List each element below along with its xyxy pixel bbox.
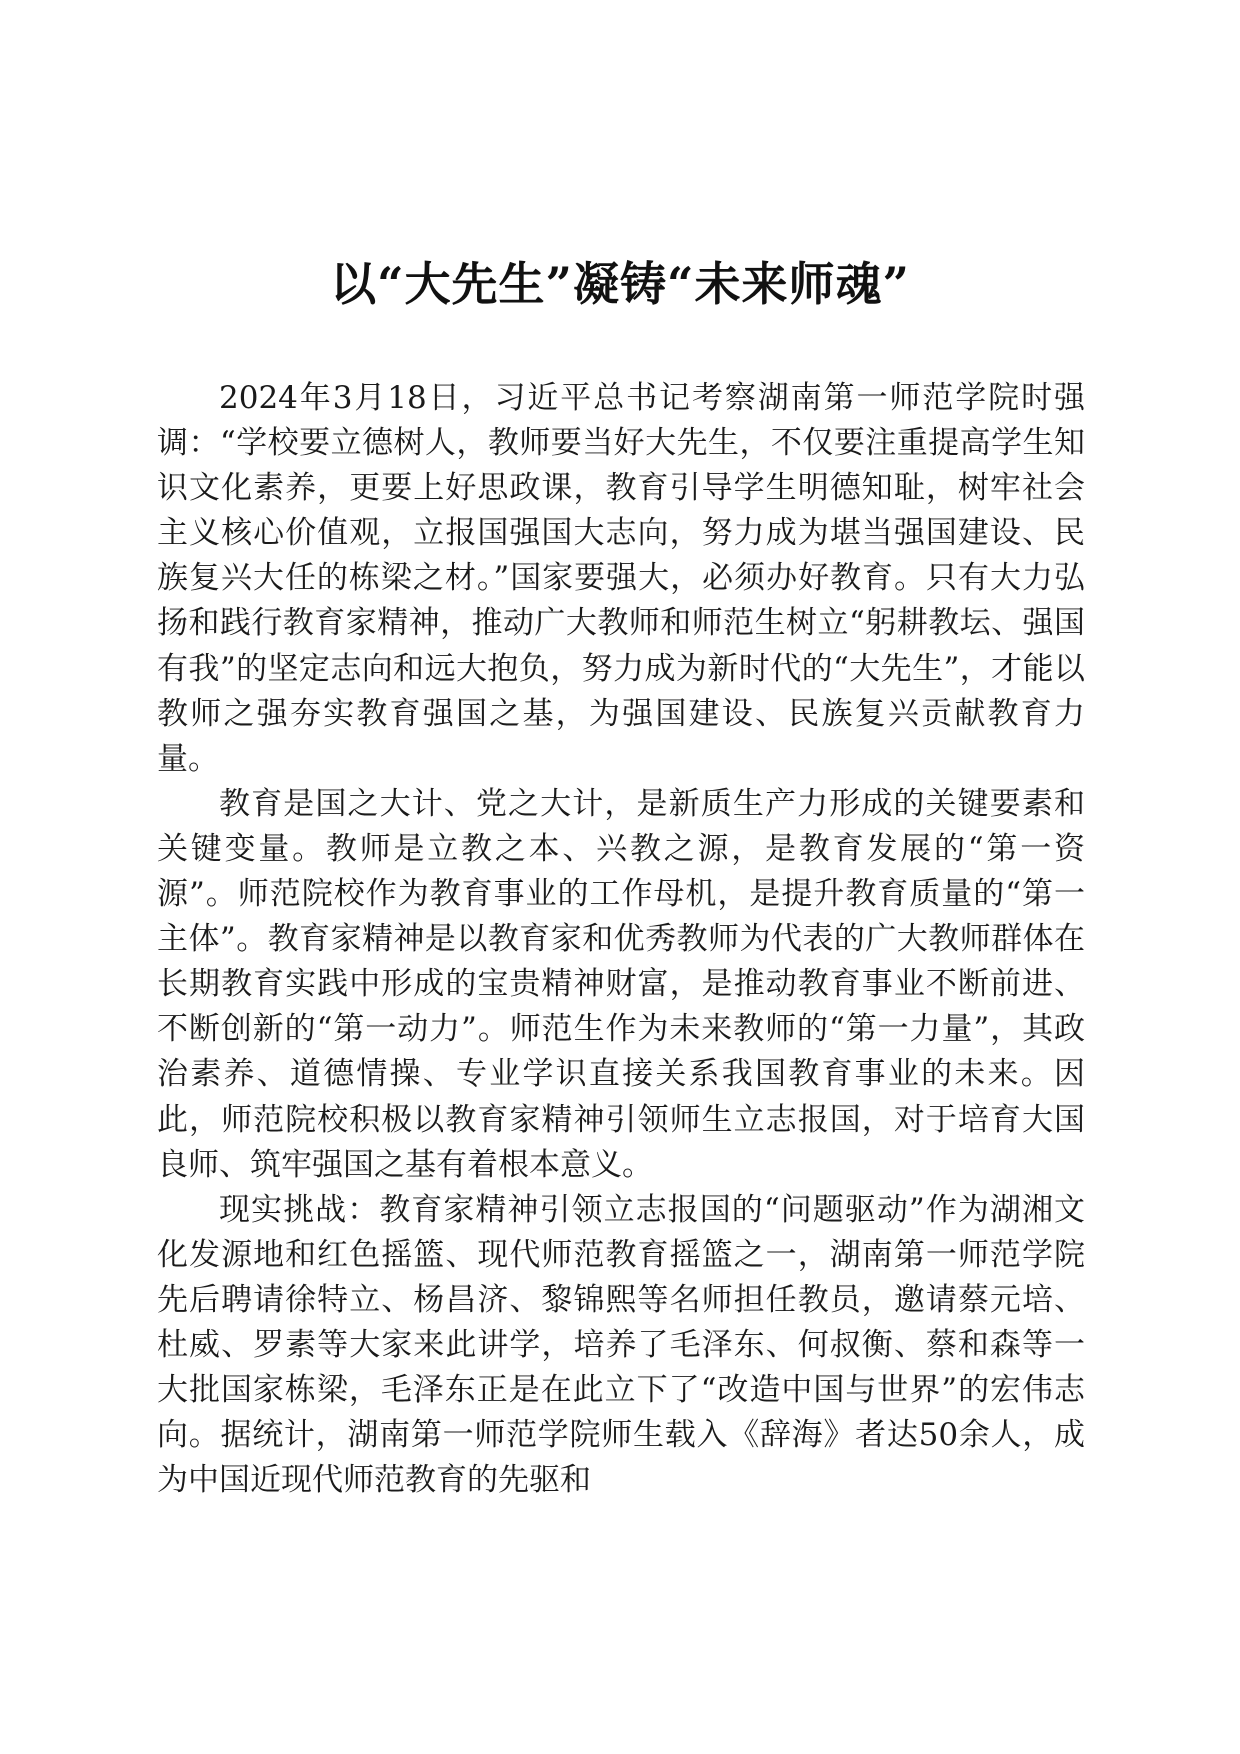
paragraph-3: 现实挑战：教育家精神引领立志报国的“问题驱动”作为湖湘文化发源地和红色摇篮、现代师范教育摇篮之一，湖南第一师范学院先后聘请徐特立、杨昌济、黎锦熙等名师担任教员，邀请蔡元培、杜威、罗素等大家来此讲学，培养了毛泽东、何叔衡、蔡和森等一大批国家栋梁，毛泽东正是在此立下了“改造中国与世界”的宏伟志向。据统计，湖南第一师范学院师生载入《辞海》者达50余人，成为中国近现代师范教育的先驱和 bbox=[157, 1191, 1085, 1499]
paragraph-2: 教育是国之大计、党之大计，是新质生产力形成的关键要素和关键变量。教师是立教之本、兴教之源，是教育发展的“第一资源”。师范院校作为教育事业的工作母机，是提升教育质量的“第一主体”。教育家精神是以教育家和优秀教师为代表的广大教师群体在长期教育实践中形成的宝贵精神财富，是推动教育事业不断前进、不断创新的“第一动力”。师范生作为未来教师的“第一力量”，其政治素养、道德情操、专业学识直接关系我国教育事业的未来。因此，师范院校积极以教育家精神引领师生立志报国，对于培育大国良师、筑牢强国之基有着根本意义。 bbox=[157, 785, 1085, 1183]
paragraph-1: 2024年3月18日，习近平总书记考察湖南第一师范学院时强调：“学校要立德树人，教师要当好大先生，不仅要注重提高学生知识文化素养，更要上好思政课，教育引导学生明德知耻，树牢社会主义核心价值观，立报国强国大志向，努力成为堪当强国建设、民族复兴大任的栋梁之材。”国家要强大，必须办好教育。只有大力弘扬和践行教育家精神，推动广大教师和师范生树立“躬耕教坛、强国有我”的坚定志向和远大抱负，努力成为新时代的“大先生”，才能以教师之强夯实教育强国之基，为强国建设、民族复兴贡献教育力量。 bbox=[157, 380, 1085, 777]
document-title: 以“大先生”凝铸“未来师魂” bbox=[330, 257, 910, 311]
document-body bbox=[157, 376, 1085, 1503]
